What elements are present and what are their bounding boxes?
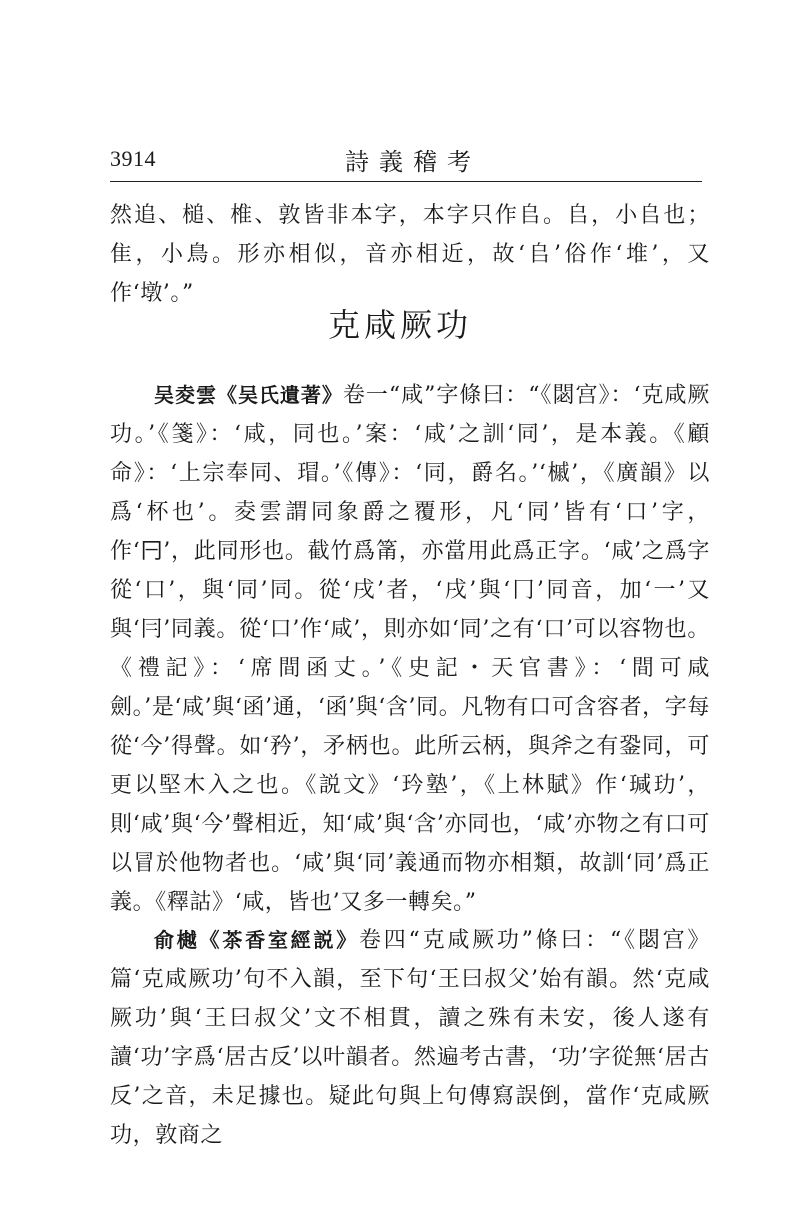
header-rule [110,181,702,182]
page-number: 3914 [110,146,156,171]
section-title: 克咸厥功 [327,306,472,344]
entry-text: 卷四“克咸厥功”條曰：“《閟宫》篇‘克咸厥功’句不入韻，至下句‘王曰叔父’始有韻。然‘克咸厥功’與‘王曰叔父’文不相貫，讀之殊有未安，後人遂有讀‘功’字爲‘居古反’以叶韻者。然遍考古書，‘功’字從無‘居古反’之音，未足據也。疑此句與上句傳寫誤倒，當作‘克咸厥功，敦商之 [110,928,710,1148]
continuation-paragraph: 然追、槌、椎、敦皆非本字，本字只作𠂤。𠂤，小𠂤也；隹，小鳥。形亦相似，音亦相近，故‘𠂤’俗作‘堆’，又作‘墩’。” [110,203,710,306]
page-header [110,140,700,180]
entry-text: 卷一“咸”字條曰：“《閟宫》：‘克咸厥功。’《箋》：‘咸，同也。’案：‘咸’之訓‘同’，是本義。《顧命》：‘上宗奉同、瑁。’《傳》：‘同，爵名。’‘槭’，《廣韻》以爲‘杯也’。夌雲謂同象爵之覆形，凡‘同’皆有‘口’字，作‘𠔼’，此同形也。截竹爲筩，亦當用此爲正字。‘咸’之爲字從‘口’，與‘同’同。從‘戌’者，‘戌’與‘冂’同音，加‘一’又與‘冃’同義。從‘口’作‘咸’，則亦如‘同’之有‘口’可以容物也。《禮記》：‘席間函丈。’《史記・天官書》：‘間可咸劍。’是‘咸’與‘函’通，‘函’與‘含’同。凡物有口可含容者，字每從‘今’得聲。如‘矜’，矛柄也。此所云柄，與斧之有銎同，可更以堅木入之也。《説文》‘玪塾’，《上林賦》作‘瑊玏’，則‘咸’與‘今’聲相近，知‘咸’與‘含’亦同也，‘咸’亦物之有口可以冒於他物者也。‘咸’與‘同’義通而物亦相類，故訓‘同’爲正義。《釋詁》‘咸，皆也’又多一轉矣。” [110,383,710,915]
entry-author: 吴夌雲《吴氏遺著》 [154,383,343,407]
entry-paragraph [110,921,710,1155]
entry-author: 俞樾《茶香室經説》 [154,928,359,952]
running-title: 詩義稽考 [345,148,481,176]
entry-paragraph [110,376,710,922]
